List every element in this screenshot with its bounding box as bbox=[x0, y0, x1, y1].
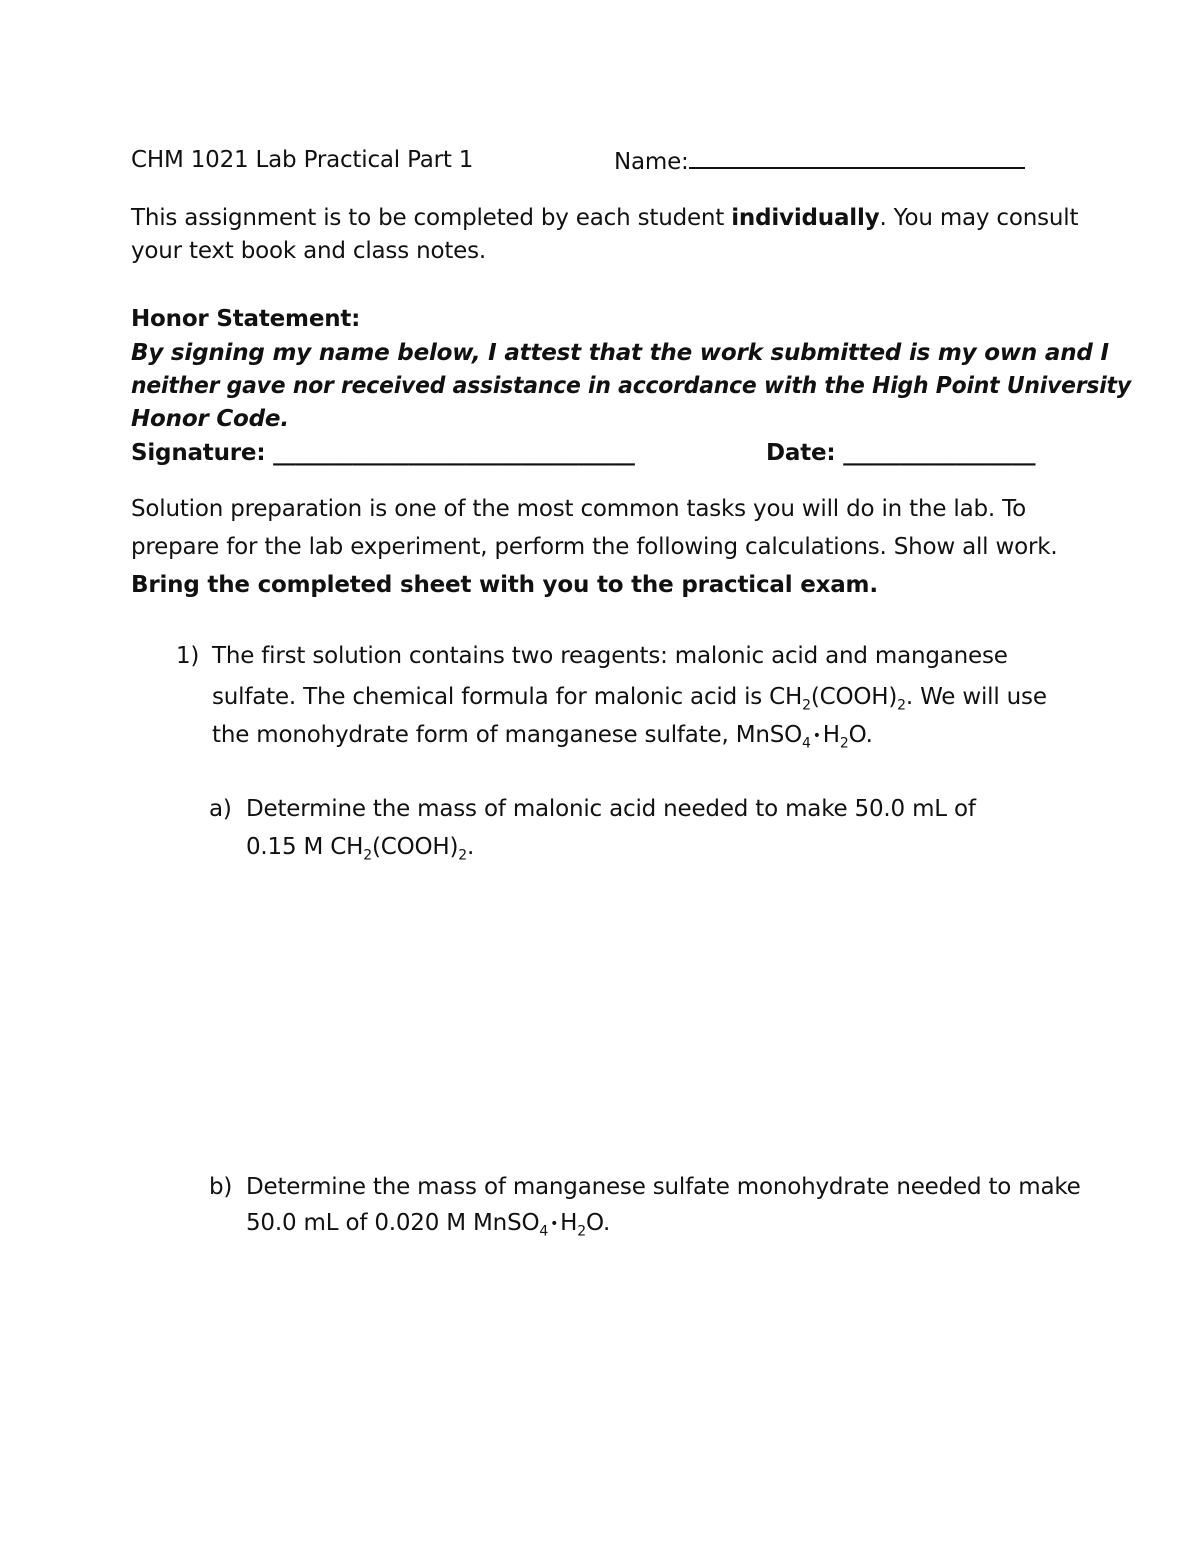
hydrate-dot: • bbox=[550, 1216, 559, 1232]
name-blank-line[interactable] bbox=[689, 145, 1025, 169]
question-1-line-2 bbox=[212, 682, 1047, 712]
part-b-letter: b) bbox=[209, 1174, 233, 1200]
part-a-line-2 bbox=[246, 832, 474, 862]
hydrate-dot: • bbox=[812, 728, 821, 744]
intro-emphasis: individually bbox=[731, 205, 880, 231]
instructions-line-1: Solution preparation is one of the most common tasks you will do in the lab. To bbox=[131, 496, 1026, 522]
part-b-subscript: 4 bbox=[539, 1223, 549, 1240]
name-field[interactable] bbox=[614, 145, 1025, 177]
part-b-text: H bbox=[560, 1210, 578, 1236]
honor-text-line-3: Honor Code. bbox=[131, 406, 289, 432]
date-field[interactable] bbox=[766, 438, 1035, 468]
q1-text: O. bbox=[848, 722, 873, 748]
intro-line-2: your text book and class notes. bbox=[131, 238, 487, 264]
part-a-text: 0.15 M CH bbox=[246, 834, 364, 860]
part-b-line-2 bbox=[246, 1208, 610, 1239]
q1-text: H bbox=[822, 722, 840, 748]
part-b-text: 50.0 mL of 0.020 M MnSO bbox=[246, 1210, 540, 1236]
signature-blank-line[interactable]: ________________________________ bbox=[273, 440, 635, 466]
date-label: Date: bbox=[766, 440, 844, 466]
instructions-bold-line: Bring the completed sheet with you to the practical exam. bbox=[131, 572, 878, 598]
intro-line-1 bbox=[131, 203, 1078, 233]
part-a-letter: a) bbox=[209, 796, 232, 822]
intro-text: This assignment is to be completed by each student bbox=[131, 205, 732, 231]
q1-text: (COOH) bbox=[810, 684, 898, 710]
part-b-line-1: Determine the mass of manganese sulfate monohydrate needed to make bbox=[246, 1174, 1081, 1200]
honor-heading: Honor Statement: bbox=[131, 306, 361, 332]
name-label: Name: bbox=[614, 149, 689, 175]
question-1-number: 1) bbox=[176, 643, 200, 669]
part-a-subscript: 2 bbox=[458, 847, 467, 864]
part-a-subscript: 2 bbox=[363, 847, 372, 864]
intro-text-end: . You may consult bbox=[879, 205, 1079, 231]
page-title bbox=[131, 145, 473, 175]
q1-subscript: 2 bbox=[802, 697, 811, 714]
q1-text: . We will use bbox=[905, 684, 1047, 710]
instructions-line-2: prepare for the lab experiment, perform the following calculations. Show all work. bbox=[131, 534, 1058, 560]
question-1-line-3 bbox=[212, 720, 873, 751]
q1-subscript: 2 bbox=[897, 697, 906, 714]
part-a-text: . bbox=[466, 834, 475, 860]
date-blank-line[interactable]: _________________ bbox=[843, 440, 1036, 466]
signature-field[interactable] bbox=[131, 438, 635, 468]
signature-label: Signature: bbox=[131, 440, 274, 466]
q1-text: the monohydrate form of manganese sulfate, MnSO bbox=[212, 722, 803, 748]
part-a-line-1: Determine the mass of malonic acid needed to make 50.0 mL of bbox=[246, 796, 976, 822]
q1-subscript: 2 bbox=[839, 735, 849, 752]
honor-text-line-1: By signing my name below, I attest that the work submitted is my own and I bbox=[131, 340, 1109, 366]
q1-text: sulfate. The chemical formula for malonic acid is CH bbox=[212, 684, 803, 710]
honor-text-line-2: neither gave nor received assistance in accordance with the High Point University bbox=[131, 373, 1131, 399]
q1-subscript: 4 bbox=[802, 735, 811, 752]
part-b-text: O. bbox=[585, 1210, 611, 1236]
course-title: CHM 1021 Lab Practical Part 1 bbox=[131, 147, 474, 173]
part-a-text: (COOH) bbox=[371, 834, 459, 860]
question-1-line-1: The first solution contains two reagents: malonic acid and manganese bbox=[212, 643, 1008, 669]
part-b-subscript: 2 bbox=[577, 1223, 586, 1240]
